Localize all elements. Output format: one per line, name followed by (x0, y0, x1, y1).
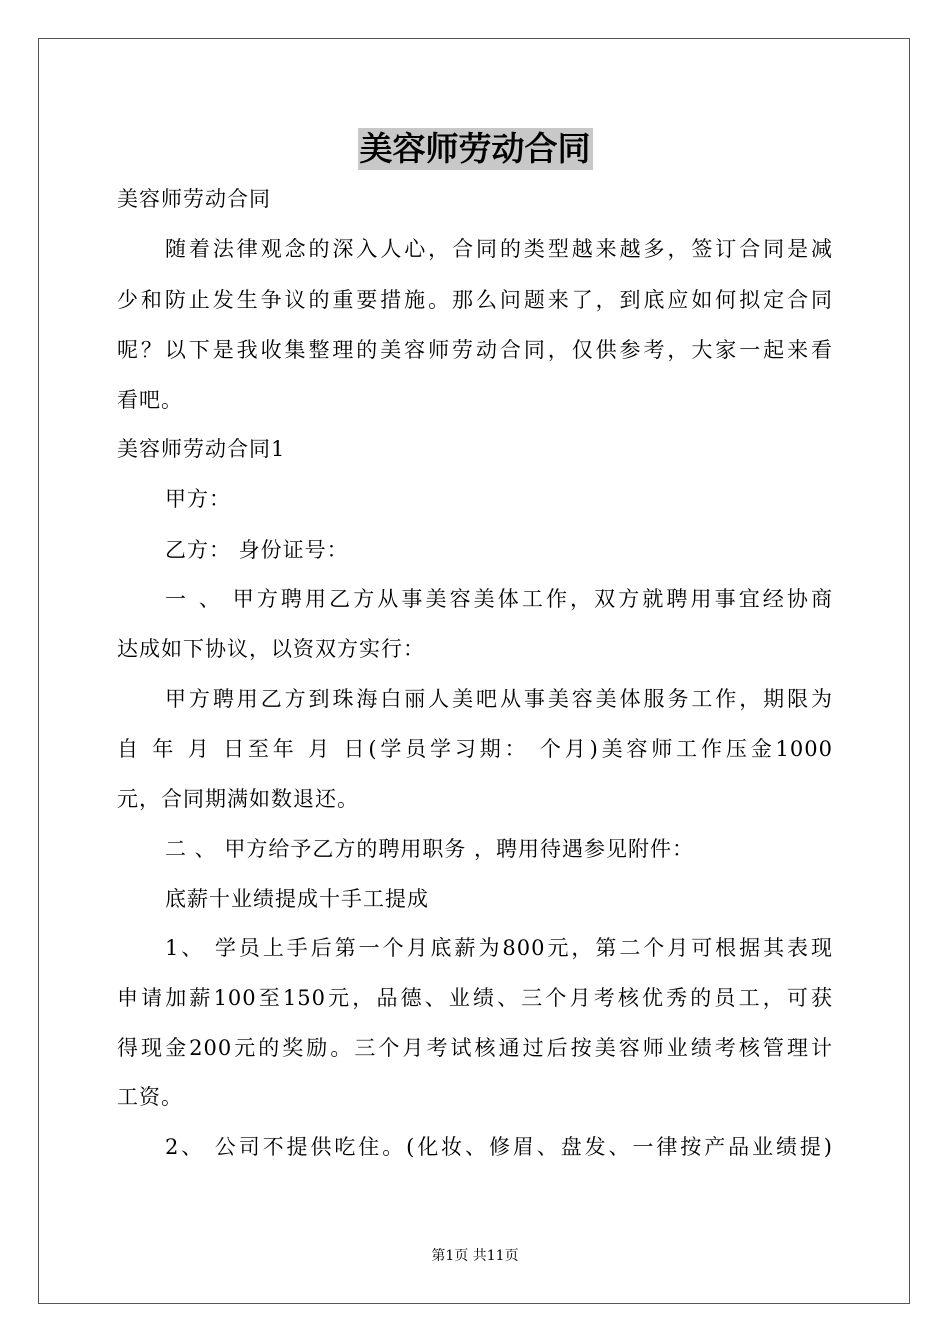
clause-line: 得现金200元的奖励。三个月考试核通过后按美容师业绩考核管理计 (117, 1036, 833, 1060)
clause-line: 达成如下协议，以资双方实行： (117, 637, 425, 661)
party-b-line: 乙方： 身份证号： (165, 538, 349, 562)
clause-line: 甲方聘用乙方到珠海白丽人美吧从事美容美体服务工作，期限为 (165, 687, 833, 711)
title-container (0, 128, 950, 170)
clause-line: 工资。 (117, 1085, 183, 1109)
document-title: 美容师劳动合同 (359, 129, 591, 168)
clause-line: 二 、 甲方给予乙方的聘用职务 ，聘用待遇参见附件： (165, 837, 695, 861)
paragraph-line: 少和防止发生争议的重要措施。那么问题来了，到底应如何拟定合同 (117, 288, 833, 312)
clause-line: 底薪十业绩提成十手工提成 (165, 887, 429, 911)
clause-line: 2、 公司不提供吃住。(化妆、修眉、盘发、一律按产品业绩提) (165, 1135, 833, 1159)
clause-line: 自 年 月 日至年 月 日(学员学习期： 个月)美容师工作压金1000 (117, 737, 833, 761)
paragraph-line: 随着法律观念的深入人心，合同的类型越来越多，签订合同是减 (165, 237, 833, 261)
section-heading: 美容师劳动合同1 (117, 437, 286, 461)
page-border (38, 38, 910, 1304)
clause-line: 元，合同期满如数退还。 (117, 787, 359, 811)
party-a-line: 甲方： (165, 487, 231, 511)
paragraph-line: 呢？以下是我收集整理的美容师劳动合同，仅供参考，大家一起来看 (117, 338, 833, 362)
clause-line: 一 、 甲方聘用乙方从事美容美体工作，双方就聘用事宜经协商 (165, 587, 833, 611)
clause-line: 1、 学员上手后第一个月底薪为800元，第二个月可根据其表现 (165, 936, 833, 960)
document-subtitle: 美容师劳动合同 (117, 187, 271, 211)
paragraph-line: 看吧。 (117, 388, 183, 412)
page-footer: 第1页 共11页 (431, 1248, 519, 1264)
clause-line: 申请加薪100至150元，品德、业绩、三个月考核优秀的员工，可获 (117, 986, 833, 1010)
